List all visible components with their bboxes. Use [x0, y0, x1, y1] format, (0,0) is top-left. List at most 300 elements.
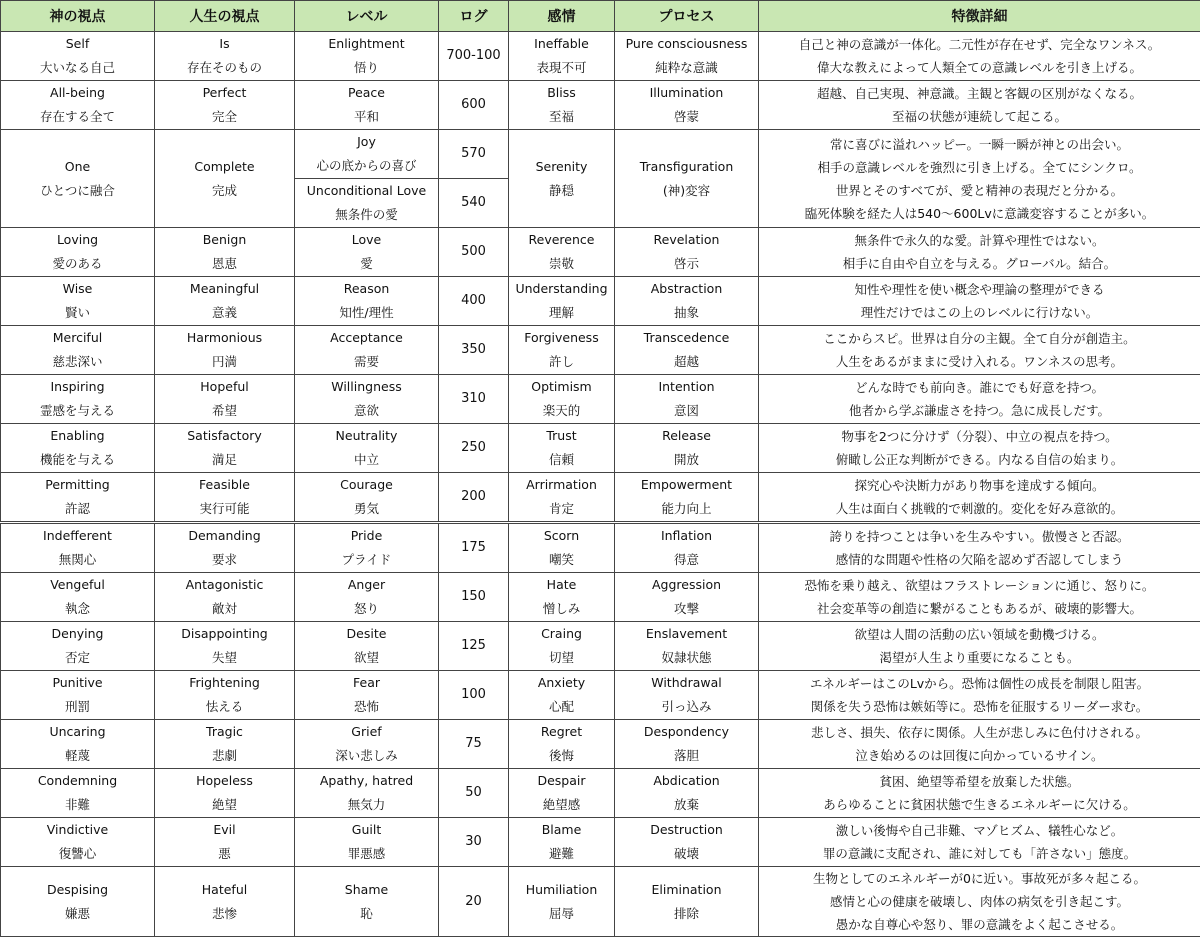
cell-process-line: Destruction: [617, 818, 756, 842]
cell-god-view: [1, 130, 155, 228]
cell-detail-line: 俯瞰し公正な判断ができる。内なる自信の始まり。: [761, 448, 1198, 471]
cell-log: 570: [439, 130, 509, 179]
cell-detail: [759, 277, 1200, 326]
cell-life-view: [155, 573, 295, 622]
cell-process-line: 排除: [617, 902, 756, 926]
cell-god-view-line: Merciful: [3, 326, 152, 350]
cell-life-view: [155, 32, 295, 81]
cell-god-view-line: 刑罰: [3, 695, 152, 719]
cell-emotion: [509, 523, 615, 573]
cell-level-line: Pride: [297, 524, 436, 548]
cell-emotion: [509, 720, 615, 769]
cell-emotion-line: 嘲笑: [511, 548, 612, 572]
cell-level-line: Fear: [297, 671, 436, 695]
cell-detail-line: あらゆることに貧困状態で生きるエネルギーに欠ける。: [761, 793, 1198, 816]
cell-detail-line: 激しい後悔や自己非難、マゾヒズム、犠牲心など。: [761, 819, 1198, 842]
cell-level-line: 罪悪感: [297, 842, 436, 866]
cell-life-view-line: Frightening: [157, 671, 292, 695]
cell-detail-line: 探究心や決断力があり物事を達成する傾向。: [761, 474, 1198, 497]
cell-life-view-line: 希望: [157, 399, 292, 423]
cell-level: [295, 375, 439, 424]
cell-life-view-line: 完全: [157, 105, 292, 129]
cell-process-line: Elimination: [617, 878, 756, 902]
cell-log: 150: [439, 573, 509, 622]
cell-emotion-line: 信頼: [511, 448, 612, 472]
cell-life-view-line: 敵対: [157, 597, 292, 621]
cell-level: [295, 130, 439, 179]
cell-god-view-line: All-being: [3, 81, 152, 105]
cell-level-line: 恐怖: [297, 695, 436, 719]
cell-life-view: [155, 81, 295, 130]
cell-emotion: [509, 375, 615, 424]
cell-life-view-line: Feasible: [157, 473, 292, 497]
cell-level-line: 心の底からの喜び: [297, 154, 436, 178]
cell-emotion-line: Bliss: [511, 81, 612, 105]
cell-detail-line: ここからスピ。世界は自分の主観。全て自分が創造主。: [761, 327, 1198, 350]
cell-level-line: 恥: [297, 902, 436, 926]
cell-process-line: Enslavement: [617, 622, 756, 646]
cell-level: [295, 326, 439, 375]
cell-process: [615, 523, 759, 573]
cell-emotion-line: Reverence: [511, 228, 612, 252]
cell-detail-line: 感情的な問題や性格の欠陥を認めず否認してしまう: [761, 548, 1198, 571]
cell-process-line: Release: [617, 424, 756, 448]
cell-emotion-line: Despair: [511, 769, 612, 793]
cell-life-view: [155, 622, 295, 671]
cell-detail-line: 泣き始めるのは回復に向かっているサイン。: [761, 744, 1198, 767]
cell-process: [615, 32, 759, 81]
cell-god-view-line: Permitting: [3, 473, 152, 497]
cell-level-line: Anger: [297, 573, 436, 597]
cell-life-view-line: Disappointing: [157, 622, 292, 646]
cell-life-view-line: 円満: [157, 350, 292, 374]
cell-level-line: 愛: [297, 252, 436, 276]
cell-level-line: 無気力: [297, 793, 436, 817]
cell-level-line: Grief: [297, 720, 436, 744]
cell-log: 175: [439, 523, 509, 573]
cell-process-line: 啓示: [617, 252, 756, 276]
cell-level: [295, 179, 439, 228]
cell-process-line: Transfiguration: [617, 155, 756, 179]
cell-life-view-line: 要求: [157, 548, 292, 572]
cell-emotion-line: Trust: [511, 424, 612, 448]
cell-life-view: [155, 671, 295, 720]
cell-life-view-line: Antagonistic: [157, 573, 292, 597]
cell-god-view-line: 嫌悪: [3, 902, 152, 926]
cell-level: [295, 277, 439, 326]
cell-life-view: [155, 130, 295, 228]
cell-life-view-line: Hateful: [157, 878, 292, 902]
cell-detail: [759, 523, 1200, 573]
cell-god-view: [1, 375, 155, 424]
cell-log: 200: [439, 473, 509, 523]
cell-process: [615, 228, 759, 277]
cell-detail-line: 物事を2つに分けず（分裂）、中立の視点を持つ。: [761, 425, 1198, 448]
cell-emotion-line: Craing: [511, 622, 612, 646]
table-row: [1, 769, 1200, 818]
cell-detail-line: 至福の状態が連続して起こる。: [761, 105, 1198, 128]
cell-process-line: Illumination: [617, 81, 756, 105]
cell-detail: [759, 130, 1200, 228]
cell-process: [615, 867, 759, 937]
cell-detail: [759, 867, 1200, 937]
cell-level: [295, 769, 439, 818]
cell-life-view-line: 満足: [157, 448, 292, 472]
cell-god-view: [1, 523, 155, 573]
cell-god-view-line: 大いなる自己: [3, 56, 152, 80]
header-detail: 特徴詳細: [759, 1, 1200, 32]
cell-process-line: 超越: [617, 350, 756, 374]
cell-process-line: Despondency: [617, 720, 756, 744]
cell-level-line: Unconditional Love: [297, 179, 436, 203]
cell-process: [615, 375, 759, 424]
cell-log: 540: [439, 179, 509, 228]
cell-god-view-line: Despising: [3, 878, 152, 902]
cell-process-line: 意図: [617, 399, 756, 423]
cell-process: [615, 818, 759, 867]
cell-level-line: Willingness: [297, 375, 436, 399]
cell-emotion: [509, 130, 615, 228]
cell-god-view-line: ひとつに融合: [3, 179, 152, 203]
cell-log: 400: [439, 277, 509, 326]
cell-detail-line: 臨死体験を経た人は540～600Lvに意識変容することが多い。: [761, 202, 1198, 225]
cell-level: [295, 818, 439, 867]
cell-detail-line: 愚かな自尊心や怒り、罪の意識をよく起こさせる。: [761, 913, 1198, 936]
cell-process: [615, 473, 759, 523]
cell-emotion-line: Understanding: [511, 277, 612, 301]
cell-process-line: Aggression: [617, 573, 756, 597]
cell-emotion-line: 切望: [511, 646, 612, 670]
cell-life-view: [155, 769, 295, 818]
cell-process: [615, 573, 759, 622]
cell-process-line: Empowerment: [617, 473, 756, 497]
cell-log: 100: [439, 671, 509, 720]
cell-life-view: [155, 867, 295, 937]
cell-process: [615, 81, 759, 130]
cell-detail: [759, 473, 1200, 523]
cell-detail-line: 感情と心の健康を破壊し、肉体の病気を引き起こす。: [761, 890, 1198, 913]
cell-level-line: 需要: [297, 350, 436, 374]
cell-detail: [759, 424, 1200, 473]
cell-detail-line: 偉大な教えによって人類全ての意識レベルを引き上げる。: [761, 56, 1198, 79]
cell-life-view-line: Satisfactory: [157, 424, 292, 448]
cell-process-line: Abdication: [617, 769, 756, 793]
cell-life-view-line: 悪: [157, 842, 292, 866]
cell-detail: [759, 671, 1200, 720]
cell-emotion-line: Humiliation: [511, 878, 612, 902]
cell-level-line: 意欲: [297, 399, 436, 423]
table-row: [1, 818, 1200, 867]
cell-process-line: 落胆: [617, 744, 756, 768]
cell-log: 350: [439, 326, 509, 375]
cell-god-view: [1, 424, 155, 473]
cell-log: 20: [439, 867, 509, 937]
cell-detail-line: どんな時でも前向き。誰にでも好意を持つ。: [761, 376, 1198, 399]
table-row: [1, 81, 1200, 130]
table-row: [1, 720, 1200, 769]
cell-emotion-line: Arrirmation: [511, 473, 612, 497]
cell-life-view-line: Is: [157, 32, 292, 56]
table-row: [1, 671, 1200, 720]
cell-process-line: 純粋な意識: [617, 56, 756, 80]
cell-emotion-line: Anxiety: [511, 671, 612, 695]
cell-god-view: [1, 81, 155, 130]
cell-level: [295, 671, 439, 720]
cell-life-view: [155, 818, 295, 867]
cell-process-line: 能力向上: [617, 497, 756, 521]
cell-god-view-line: Inspiring: [3, 375, 152, 399]
cell-god-view-line: 賢い: [3, 301, 152, 325]
cell-level-line: 怒り: [297, 597, 436, 621]
cell-life-view-line: Perfect: [157, 81, 292, 105]
cell-detail-line: 生物としてのエネルギーが0に近い。事故死が多々起こる。: [761, 867, 1198, 890]
cell-process: [615, 277, 759, 326]
cell-level-line: Acceptance: [297, 326, 436, 350]
cell-emotion-line: 絶望感: [511, 793, 612, 817]
cell-level: [295, 32, 439, 81]
cell-life-view-line: Harmonious: [157, 326, 292, 350]
cell-level-line: 深い悲しみ: [297, 744, 436, 768]
cell-emotion: [509, 622, 615, 671]
table-row: [1, 867, 1200, 937]
cell-level-line: Guilt: [297, 818, 436, 842]
cell-emotion-line: Regret: [511, 720, 612, 744]
header-process: プロセス: [615, 1, 759, 32]
cell-log: 310: [439, 375, 509, 424]
cell-life-view: [155, 326, 295, 375]
cell-emotion-line: 許し: [511, 350, 612, 374]
cell-emotion-line: Optimism: [511, 375, 612, 399]
cell-detail: [759, 769, 1200, 818]
header-emotion: 感情: [509, 1, 615, 32]
cell-life-view-line: 恩恵: [157, 252, 292, 276]
cell-detail-line: 人生をあるがままに受け入れる。ワンネスの思考。: [761, 350, 1198, 373]
cell-level-line: 勇気: [297, 497, 436, 521]
cell-god-view: [1, 671, 155, 720]
cell-emotion-line: 至福: [511, 105, 612, 129]
cell-emotion-line: 理解: [511, 301, 612, 325]
cell-emotion-line: 崇敬: [511, 252, 612, 276]
cell-level: [295, 81, 439, 130]
cell-emotion-line: Serenity: [511, 155, 612, 179]
cell-log: 700-100: [439, 32, 509, 81]
cell-emotion: [509, 818, 615, 867]
cell-god-view-line: 復讐心: [3, 842, 152, 866]
cell-detail-line: 知性や理性を使い概念や理論の整理ができる: [761, 278, 1198, 301]
cell-level-line: プライド: [297, 548, 436, 572]
cell-life-view-line: Benign: [157, 228, 292, 252]
cell-detail-line: エネルギーはこのLvから。恐怖は個性の成長を制限し阻害。: [761, 672, 1198, 695]
cell-life-view-line: Hopeful: [157, 375, 292, 399]
cell-process-line: 啓蒙: [617, 105, 756, 129]
cell-god-view-line: 霊感を与える: [3, 399, 152, 423]
cell-process-line: Pure consciousness: [617, 32, 756, 56]
cell-emotion-line: 表現不可: [511, 56, 612, 80]
cell-life-view: [155, 523, 295, 573]
cell-process-line: Transcedence: [617, 326, 756, 350]
cell-god-view: [1, 867, 155, 937]
table-row: [1, 326, 1200, 375]
cell-detail-line: 貧困、絶望等希望を放棄した状態。: [761, 770, 1198, 793]
cell-god-view-line: 許認: [3, 497, 152, 521]
cell-life-view: [155, 228, 295, 277]
cell-level-line: Love: [297, 228, 436, 252]
cell-process-line: 開放: [617, 448, 756, 472]
table-row: [1, 130, 1200, 179]
cell-level-line: Joy: [297, 130, 436, 154]
cell-god-view-line: 無関心: [3, 548, 152, 572]
cell-level: [295, 622, 439, 671]
cell-process: [615, 424, 759, 473]
cell-detail-line: 渇望が人生より重要になることも。: [761, 646, 1198, 669]
cell-emotion-line: Ineffable: [511, 32, 612, 56]
cell-level-line: Peace: [297, 81, 436, 105]
table-row: [1, 32, 1200, 81]
cell-process-line: Inflation: [617, 524, 756, 548]
cell-log: 50: [439, 769, 509, 818]
cell-detail-line: 他者から学ぶ謙虚さを持つ。急に成長しだす。: [761, 399, 1198, 422]
cell-log: 500: [439, 228, 509, 277]
cell-god-view-line: 愛のある: [3, 252, 152, 276]
table-row: [1, 424, 1200, 473]
cell-god-view: [1, 769, 155, 818]
cell-detail: [759, 375, 1200, 424]
cell-life-view-line: 怯える: [157, 695, 292, 719]
cell-god-view-line: 機能を与える: [3, 448, 152, 472]
cell-god-view-line: One: [3, 155, 152, 179]
cell-emotion: [509, 277, 615, 326]
cell-detail: [759, 81, 1200, 130]
cell-log: 600: [439, 81, 509, 130]
cell-god-view-line: 非難: [3, 793, 152, 817]
cell-life-view-line: Meaningful: [157, 277, 292, 301]
cell-level: [295, 473, 439, 523]
cell-process-line: 放棄: [617, 793, 756, 817]
cell-life-view-line: 絶望: [157, 793, 292, 817]
table-row: [1, 573, 1200, 622]
table-row: [1, 473, 1200, 523]
cell-life-view: [155, 720, 295, 769]
cell-emotion: [509, 769, 615, 818]
cell-detail: [759, 228, 1200, 277]
cell-process: [615, 671, 759, 720]
cell-process-line: 引っ込み: [617, 695, 756, 719]
cell-life-view-line: 存在そのもの: [157, 56, 292, 80]
cell-emotion: [509, 424, 615, 473]
cell-level-line: Enlightment: [297, 32, 436, 56]
cell-level-line: Shame: [297, 878, 436, 902]
cell-emotion-line: 心配: [511, 695, 612, 719]
cell-god-view-line: Vindictive: [3, 818, 152, 842]
cell-god-view-line: Enabling: [3, 424, 152, 448]
cell-process: [615, 720, 759, 769]
cell-god-view: [1, 818, 155, 867]
cell-god-view-line: Denying: [3, 622, 152, 646]
cell-process-line: (神)変容: [617, 179, 756, 203]
cell-process-line: Withdrawal: [617, 671, 756, 695]
cell-level-line: Neutrality: [297, 424, 436, 448]
cell-detail-line: 常に喜びに溢れハッピー。一瞬一瞬が神との出会い。: [761, 133, 1198, 156]
table-row: [1, 277, 1200, 326]
header-level: レベル: [295, 1, 439, 32]
cell-god-view-line: Loving: [3, 228, 152, 252]
cell-detail-line: 社会変革等の創造に繋がることもあるが、破壊的影響大。: [761, 597, 1198, 620]
cell-emotion-line: Hate: [511, 573, 612, 597]
cell-level-line: 無条件の愛: [297, 203, 436, 227]
cell-log: 75: [439, 720, 509, 769]
cell-god-view-line: 存在する全て: [3, 105, 152, 129]
header-life-view: 人生の視点: [155, 1, 295, 32]
cell-emotion-line: Scorn: [511, 524, 612, 548]
cell-god-view-line: Wise: [3, 277, 152, 301]
cell-god-view-line: Indefferent: [3, 524, 152, 548]
cell-detail-line: 相手の意識レベルを強烈に引き上げる。全てにシンクロ。: [761, 156, 1198, 179]
cell-life-view: [155, 375, 295, 424]
cell-level-line: Apathy, hatred: [297, 769, 436, 793]
cell-process-line: Intention: [617, 375, 756, 399]
cell-process-line: Abstraction: [617, 277, 756, 301]
cell-emotion-line: 屈辱: [511, 902, 612, 926]
cell-detail: [759, 818, 1200, 867]
table-row: [1, 375, 1200, 424]
cell-process: [615, 769, 759, 818]
header-log: ログ: [439, 1, 509, 32]
cell-log: 250: [439, 424, 509, 473]
cell-emotion: [509, 867, 615, 937]
cell-emotion-line: 楽天的: [511, 399, 612, 423]
table-row: [1, 228, 1200, 277]
cell-life-view-line: Evil: [157, 818, 292, 842]
cell-god-view-line: 否定: [3, 646, 152, 670]
cell-level-line: 平和: [297, 105, 436, 129]
cell-life-view-line: Complete: [157, 155, 292, 179]
cell-detail: [759, 32, 1200, 81]
cell-detail-line: 人生は面白く挑戦的で刺激的。変化を好み意欲的。: [761, 497, 1198, 520]
cell-life-view-line: 失望: [157, 646, 292, 670]
cell-log: 30: [439, 818, 509, 867]
cell-god-view-line: Self: [3, 32, 152, 56]
cell-process-line: 奴隷状態: [617, 646, 756, 670]
cell-god-view: [1, 573, 155, 622]
cell-level: [295, 424, 439, 473]
cell-emotion: [509, 671, 615, 720]
cell-detail: [759, 622, 1200, 671]
cell-emotion-line: 後悔: [511, 744, 612, 768]
cell-process: [615, 622, 759, 671]
cell-god-view: [1, 326, 155, 375]
cell-god-view-line: 軽蔑: [3, 744, 152, 768]
cell-life-view-line: 悲惨: [157, 902, 292, 926]
cell-detail: [759, 573, 1200, 622]
cell-detail: [759, 326, 1200, 375]
cell-detail-line: 罪の意識に支配され、誰に対しても「許さない」態度。: [761, 842, 1198, 865]
cell-level-line: 悟り: [297, 56, 436, 80]
cell-process-line: Revelation: [617, 228, 756, 252]
header-row: [1, 1, 1200, 32]
cell-process-line: 攻撃: [617, 597, 756, 621]
cell-life-view-line: 悲劇: [157, 744, 292, 768]
cell-emotion: [509, 473, 615, 523]
cell-life-view-line: 実行可能: [157, 497, 292, 521]
cell-life-view: [155, 424, 295, 473]
cell-detail-line: 超越、自己実現、神意識。主観と客観の区別がなくなる。: [761, 82, 1198, 105]
cell-emotion: [509, 573, 615, 622]
cell-life-view-line: Hopeless: [157, 769, 292, 793]
cell-god-view-line: 執念: [3, 597, 152, 621]
cell-god-view-line: Condemning: [3, 769, 152, 793]
cell-god-view: [1, 32, 155, 81]
cell-level: [295, 573, 439, 622]
